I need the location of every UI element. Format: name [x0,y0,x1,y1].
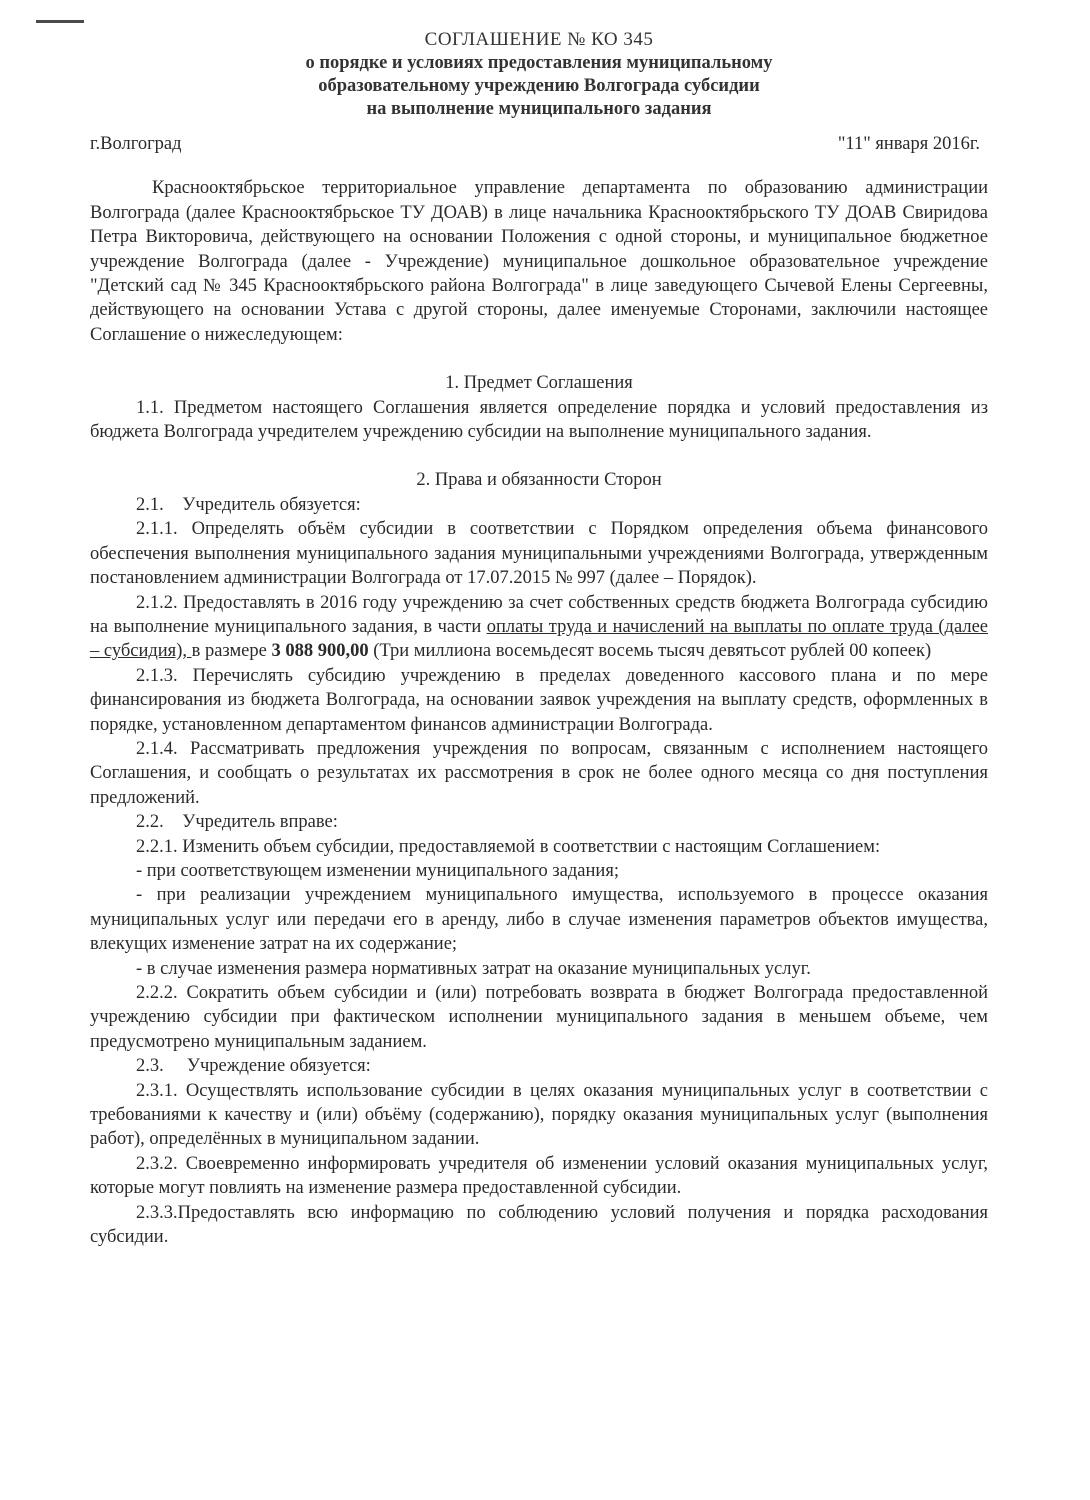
scan-mark [36,20,84,23]
document-title: СОГЛАШЕНИЕ № КО 345 [424,29,654,50]
document-title-block [90,28,988,121]
section-2-title: 2. Права и обязанности Сторон [416,470,662,491]
list-item-1: - при соответствующем изменении муниципального задания; [136,860,619,881]
place-date-row [90,132,988,156]
paragraph-2-1-1: 2.1.1. Определять объём субсидии в соответствии с Порядком определения объема финансового обеспечения выполнения муниципального задания муниципальными учреждениями Волгограда, утвержденным постановлением администрации Волгограда от 17.07.2015 № 997 (далее – Порядок). [90,519,988,589]
document-page [90,28,988,1249]
paragraph-1-1: 1.1. Предметом настоящего Соглашения является определение порядка и условий предоставления из бюджета Волгограда учредителем учреждению субсидии на выполнение муниципального задания. [90,397,988,443]
paragraph-2-1: 2.1. Учредитель обязуется: [136,494,361,515]
paragraph-2-1-3: 2.1.3. Перечислять субсидию учреждению в пределах доведенного кассового плана и по мере финансирования из бюджета Волгограда, на основании заявок учреждения на выплату средств, оформленных в порядке, установленном департаментом финансов администрации Волгограда. [90,665,988,735]
paragraph-2-1-2-underlined: оплаты труда и начислений на выплаты по оплате труда (далее – субсидия), [90,616,988,662]
document-subtitle-line-3: на выполнение муниципального задания [366,99,712,119]
document-subtitle-line-2: образовательному учреждению Волгограда субсидии [318,76,760,96]
document-subtitle-line-1: о порядке и условиях предоставления муниципальному [305,53,773,73]
subsidy-amount-words: (Три миллиона восемьдесят восемь тысяч девятьсот рублей 00 копеек) [368,641,932,662]
list-item-2: - при реализации учреждением муниципального имущества, используемого в процессе оказания муниципальных услуг или передачи его в аренду, либо в случае изменения параметров объектов имущества, влекущих изменение затрат на их содержание; [90,885,988,955]
section-1-title: 1. Предмет Соглашения [445,373,633,394]
paragraph-2-1-4: 2.1.4. Рассматривать предложения учреждения по вопросам, связанным с исполнением настоящего Соглашения, и сообщать о результатах их рассмотрения в срок не более одного месяца со дня поступления предложений. [90,738,988,808]
paragraph-2-2: 2.2. Учредитель вправе: [136,812,338,833]
intro-paragraph: Краснооктябрьское территориальное управление департамента по образованию администрации Волгограда (далее Краснооктябрьское ТУ ДОАВ) в лице начальника Краснооктябрьского ТУ ДОАВ Свиридова Петра Викторовича, действующего на основании Положения с одной стороны, и муниципальное бюджетное учреждение Волгограда (далее - Учреждение) муниципальное дошкольное образовательное учреждение "Детский сад № 345 Краснооктябрьского района Волгограда" в лице заведующего Сычевой Елены Сергеевны, действующего на основании Устава с другой стороны, далее именуемые Сторонами, заключили настоящее Соглашение о нижеследующем: [90,178,988,345]
city-label: г.Волгоград [90,134,182,154]
paragraph-2-3: 2.3. Учреждение обязуется: [136,1056,371,1077]
paragraph-2-2-2: 2.2.2. Сократить объем субсидии и (или) потребовать возврата в бюджет Волгограда предоставленной учреждению субсидии при фактическом исполнении муниципального задания в меньшем объеме, чем предусмотрено муниципальным заданием. [90,983,988,1052]
paragraph-2-1-2-size: в размере [191,641,272,662]
paragraph-2-2-1: 2.2.1. Изменить объем субсидии, предоставляемой в соответствии с настоящим Соглашением: [136,836,881,857]
paragraph-2-1-2-text: 2.1.2. Предоставлять в 2016 году учреждению за счет собственных средств бюджета Волгограда субсидию на выполнение муниципального задания, в части [90,592,988,637]
agreement-date: "11" января 2016г. [837,134,980,154]
subsidy-amount: 3 088 900,00 [271,641,369,662]
paragraph-2-3-2: 2.3.2. Своевременно информировать учредителя об изменении условий оказания муниципальных услуг, которые могут повлиять на изменение размера предоставленной субсидии. [90,1153,988,1199]
spacer [90,444,988,468]
paragraph-2-3-1: 2.3.1. Осуществлять использование субсидии в целях оказания муниципальных услуг в соответствии с требованиями к качеству и (или) объёму (содержанию), порядку оказания муниципальных услуг (выполнения работ), определённых в муниципальном задании. [90,1080,988,1150]
paragraph-2-3-3: 2.3.3.Предоставлять всю информацию по соблюдению условий получения и порядка расходования субсидии. [90,1202,988,1248]
list-item-3: - в случае изменения размера нормативных затрат на оказание муниципальных услуг. [136,958,811,979]
paragraph-2-1-2 [90,591,988,664]
